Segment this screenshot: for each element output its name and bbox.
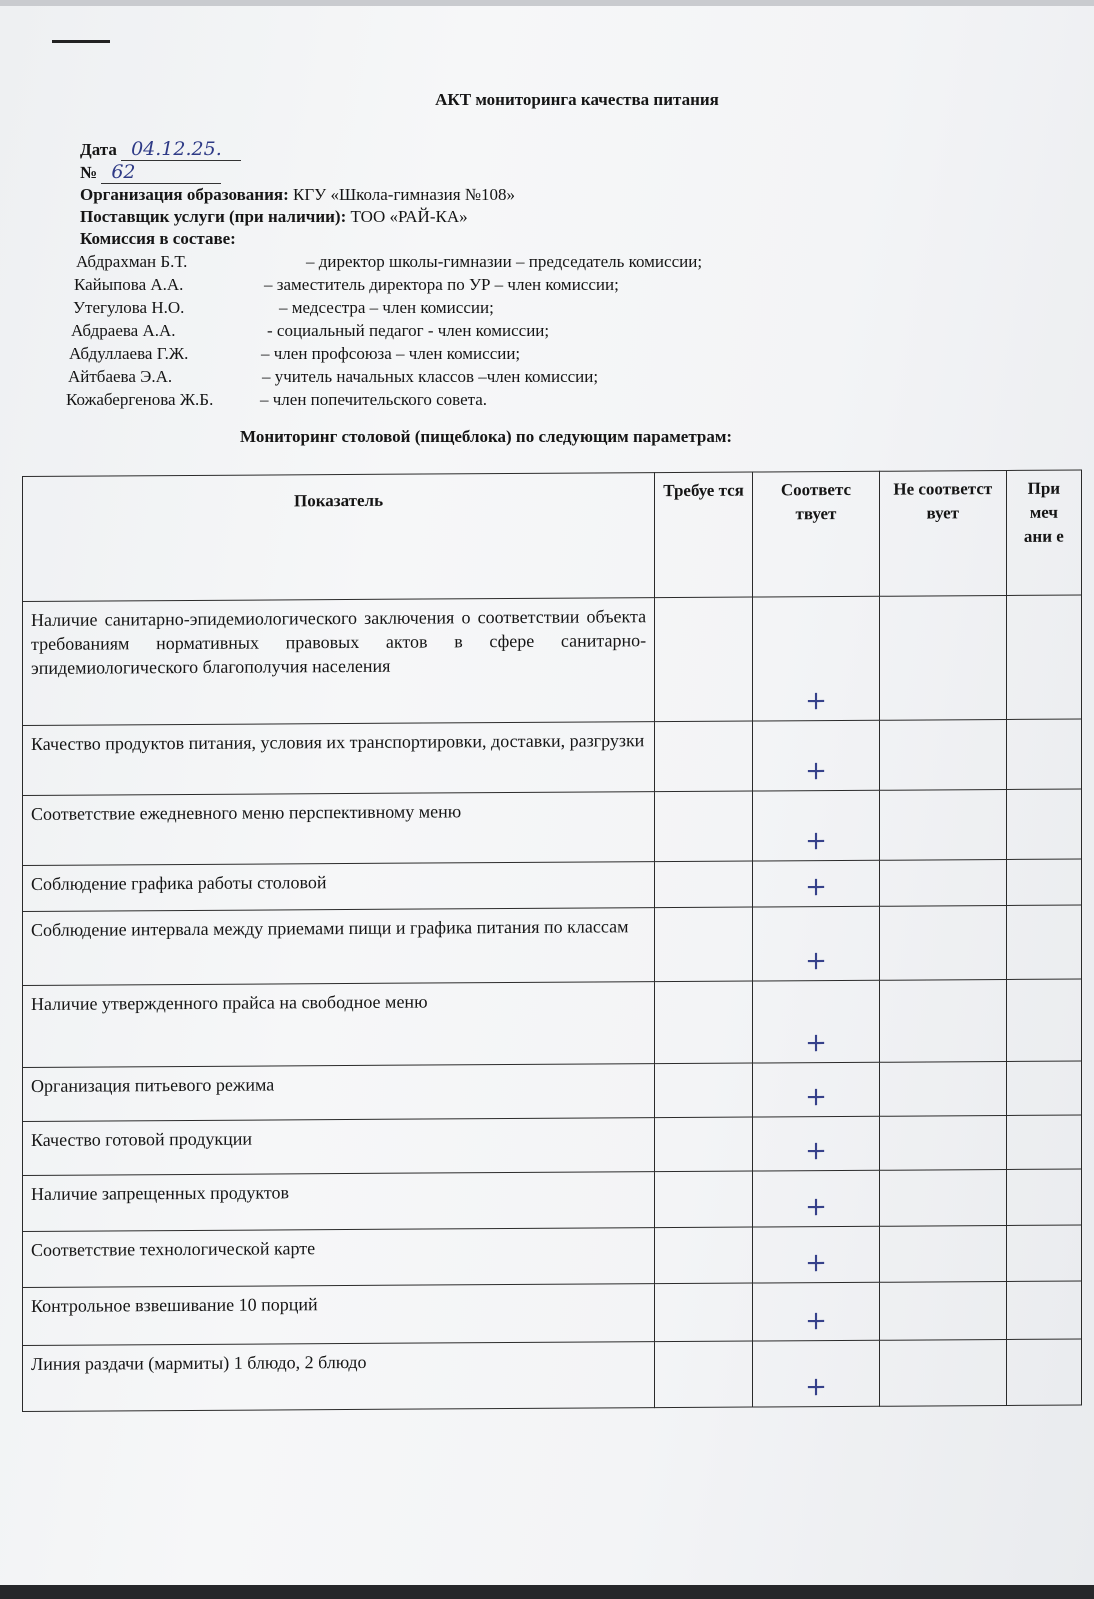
required-cell bbox=[655, 1341, 753, 1408]
compliant-mark: + bbox=[753, 720, 880, 791]
table-row bbox=[23, 859, 1082, 911]
member-name: Утегулова Н.О. bbox=[73, 298, 185, 317]
indicator-cell: Качество готовой продукции bbox=[23, 1118, 655, 1176]
compliant-mark: + bbox=[753, 906, 880, 981]
number-line bbox=[80, 161, 515, 184]
required-cell bbox=[655, 1063, 753, 1118]
member-name: Айтбаева Э.А. bbox=[68, 367, 173, 386]
number-value: 62 bbox=[101, 161, 221, 184]
header-required: Требуе тся bbox=[655, 472, 753, 598]
note-cell bbox=[1006, 1061, 1081, 1115]
indicator-cell: Наличие утвержденного прайса на свободное меню bbox=[23, 982, 655, 1068]
compliant-mark: + bbox=[753, 1340, 880, 1407]
required-cell bbox=[655, 597, 753, 722]
table-row bbox=[23, 1281, 1082, 1345]
date-label: Дата bbox=[80, 140, 117, 159]
supplier-line bbox=[80, 206, 515, 228]
compliant-mark: + bbox=[753, 596, 880, 721]
required-cell bbox=[655, 1283, 753, 1342]
member-role: – член профсоюза – член комиссии; bbox=[261, 344, 521, 363]
supplier-value: ТОО «РАЙ-КА» bbox=[350, 207, 468, 226]
note-cell bbox=[1006, 1169, 1081, 1225]
noncompliant-cell bbox=[879, 1339, 1006, 1406]
org-value: КГУ «Школа-гимназия №108» bbox=[293, 185, 516, 204]
indicator-cell: Организация питьевого режима bbox=[23, 1064, 655, 1122]
required-cell bbox=[655, 861, 753, 908]
org-label: Организация образования: bbox=[80, 185, 289, 204]
indicator-cell: Соответствие технологической карте bbox=[23, 1228, 655, 1288]
required-cell bbox=[655, 1227, 753, 1284]
indicator-cell: Соблюдение интервала между приемами пищи и графика питания по классам bbox=[23, 908, 655, 986]
note-cell bbox=[1006, 719, 1081, 789]
required-cell bbox=[655, 981, 753, 1064]
noncompliant-cell bbox=[879, 859, 1006, 906]
indicator-cell: Качество продуктов питания, условия их транспортировки, доставки, разгрузки bbox=[23, 722, 655, 796]
table-row bbox=[23, 979, 1082, 1067]
section-subtitle: Мониторинг столовой (пищеблока) по следующим параметрам: bbox=[240, 427, 733, 446]
compliant-mark: + bbox=[753, 860, 880, 907]
table-row bbox=[23, 719, 1082, 795]
compliant-mark: + bbox=[753, 980, 880, 1063]
noncompliant-cell bbox=[879, 905, 1006, 980]
note-cell bbox=[1006, 979, 1081, 1061]
table-row bbox=[23, 905, 1082, 985]
table-row bbox=[23, 1169, 1082, 1231]
compliant-mark: + bbox=[753, 790, 880, 861]
org-line bbox=[80, 184, 515, 206]
required-cell bbox=[655, 721, 753, 792]
note-cell bbox=[1006, 859, 1081, 905]
compliant-mark: + bbox=[753, 1116, 880, 1171]
header-indicator: Показатель bbox=[23, 473, 655, 602]
table-header-row bbox=[23, 470, 1082, 601]
noncompliant-cell bbox=[879, 719, 1006, 790]
document-meta bbox=[80, 138, 515, 250]
noncompliant-cell bbox=[879, 1225, 1006, 1282]
note-cell bbox=[1006, 789, 1081, 859]
member-name: Кожабергенова Ж.Б. bbox=[66, 390, 214, 409]
compliant-mark: + bbox=[753, 1062, 880, 1117]
supplier-label: Поставщик услуги (при наличии): bbox=[80, 207, 347, 226]
indicator-cell: Соответствие ежедневного меню перспективному меню bbox=[23, 792, 655, 866]
member-name: Абдраева А.А. bbox=[71, 321, 176, 340]
noncompliant-cell bbox=[879, 789, 1006, 860]
monitoring-table bbox=[22, 470, 1082, 1412]
committee-line bbox=[80, 228, 515, 250]
header-note: При меч ани е bbox=[1006, 470, 1081, 595]
table-row bbox=[23, 1339, 1082, 1411]
note-cell bbox=[1006, 595, 1081, 719]
note-cell bbox=[1006, 1281, 1081, 1339]
compliant-mark: + bbox=[753, 1170, 880, 1227]
desk-background bbox=[0, 1585, 1094, 1599]
indicator-cell: Соблюдение графика работы столовой bbox=[23, 862, 655, 912]
note-cell bbox=[1006, 1339, 1081, 1405]
note-cell bbox=[1006, 905, 1081, 979]
required-cell bbox=[655, 791, 753, 862]
member-name: Кайыпова А.А. bbox=[74, 275, 184, 294]
header-compliant: Соответс твует bbox=[753, 471, 880, 597]
compliant-mark: + bbox=[753, 1226, 880, 1283]
noncompliant-cell bbox=[879, 979, 1006, 1062]
indicator-cell: Наличие санитарно-эпидемиологического заключения о соответствии объекта требованиям нормативных правовых актов в сфере санитарно-эпидемиологического благополучия населения bbox=[23, 598, 655, 726]
note-cell bbox=[1006, 1225, 1081, 1281]
indicator-cell: Контрольное взвешивание 10 порций bbox=[23, 1284, 655, 1346]
member-role: – член попечительского совета. bbox=[260, 390, 488, 409]
member-role: - социальный педагог - член комиссии; bbox=[267, 321, 550, 340]
noncompliant-cell bbox=[879, 1061, 1006, 1116]
member-name: Абдрахман Б.Т. bbox=[76, 252, 188, 271]
required-cell bbox=[655, 907, 753, 982]
date-line bbox=[80, 138, 515, 161]
member-role: – медсестра – член комиссии; bbox=[279, 298, 494, 317]
page-top-edge bbox=[0, 0, 1094, 6]
corner-mark bbox=[52, 40, 110, 43]
noncompliant-cell bbox=[879, 1115, 1006, 1170]
noncompliant-cell bbox=[879, 595, 1006, 720]
noncompliant-cell bbox=[879, 1169, 1006, 1226]
table-row bbox=[23, 1225, 1082, 1287]
member-role: – учитель начальных классов –член комиссии; bbox=[262, 367, 599, 386]
table-row bbox=[23, 789, 1082, 865]
table-row bbox=[23, 1115, 1082, 1175]
header-noncompliant: Не соответст вует bbox=[879, 470, 1006, 596]
indicator-cell: Линия раздачи (мармиты) 1 блюдо, 2 блюдо bbox=[23, 1342, 655, 1412]
required-cell bbox=[655, 1171, 753, 1228]
required-cell bbox=[655, 1117, 753, 1172]
table-row bbox=[23, 595, 1082, 725]
committee-label: Комиссия в составе: bbox=[80, 229, 236, 248]
date-value: 04.12.25. bbox=[121, 138, 241, 161]
member-name: Абдуллаева Г.Ж. bbox=[69, 344, 189, 363]
compliant-mark: + bbox=[753, 1282, 880, 1341]
member-role: – директор школы-гимназии – председатель комиссии; bbox=[306, 252, 703, 271]
table-row bbox=[23, 1061, 1082, 1121]
note-cell bbox=[1006, 1115, 1081, 1169]
number-label: № bbox=[80, 163, 98, 182]
indicator-cell: Наличие запрещенных продуктов bbox=[23, 1172, 655, 1232]
noncompliant-cell bbox=[879, 1281, 1006, 1340]
member-role: – заместитель директора по УР – член комиссии; bbox=[264, 275, 619, 294]
document-title: АКТ мониторинга качества питания bbox=[435, 90, 719, 109]
